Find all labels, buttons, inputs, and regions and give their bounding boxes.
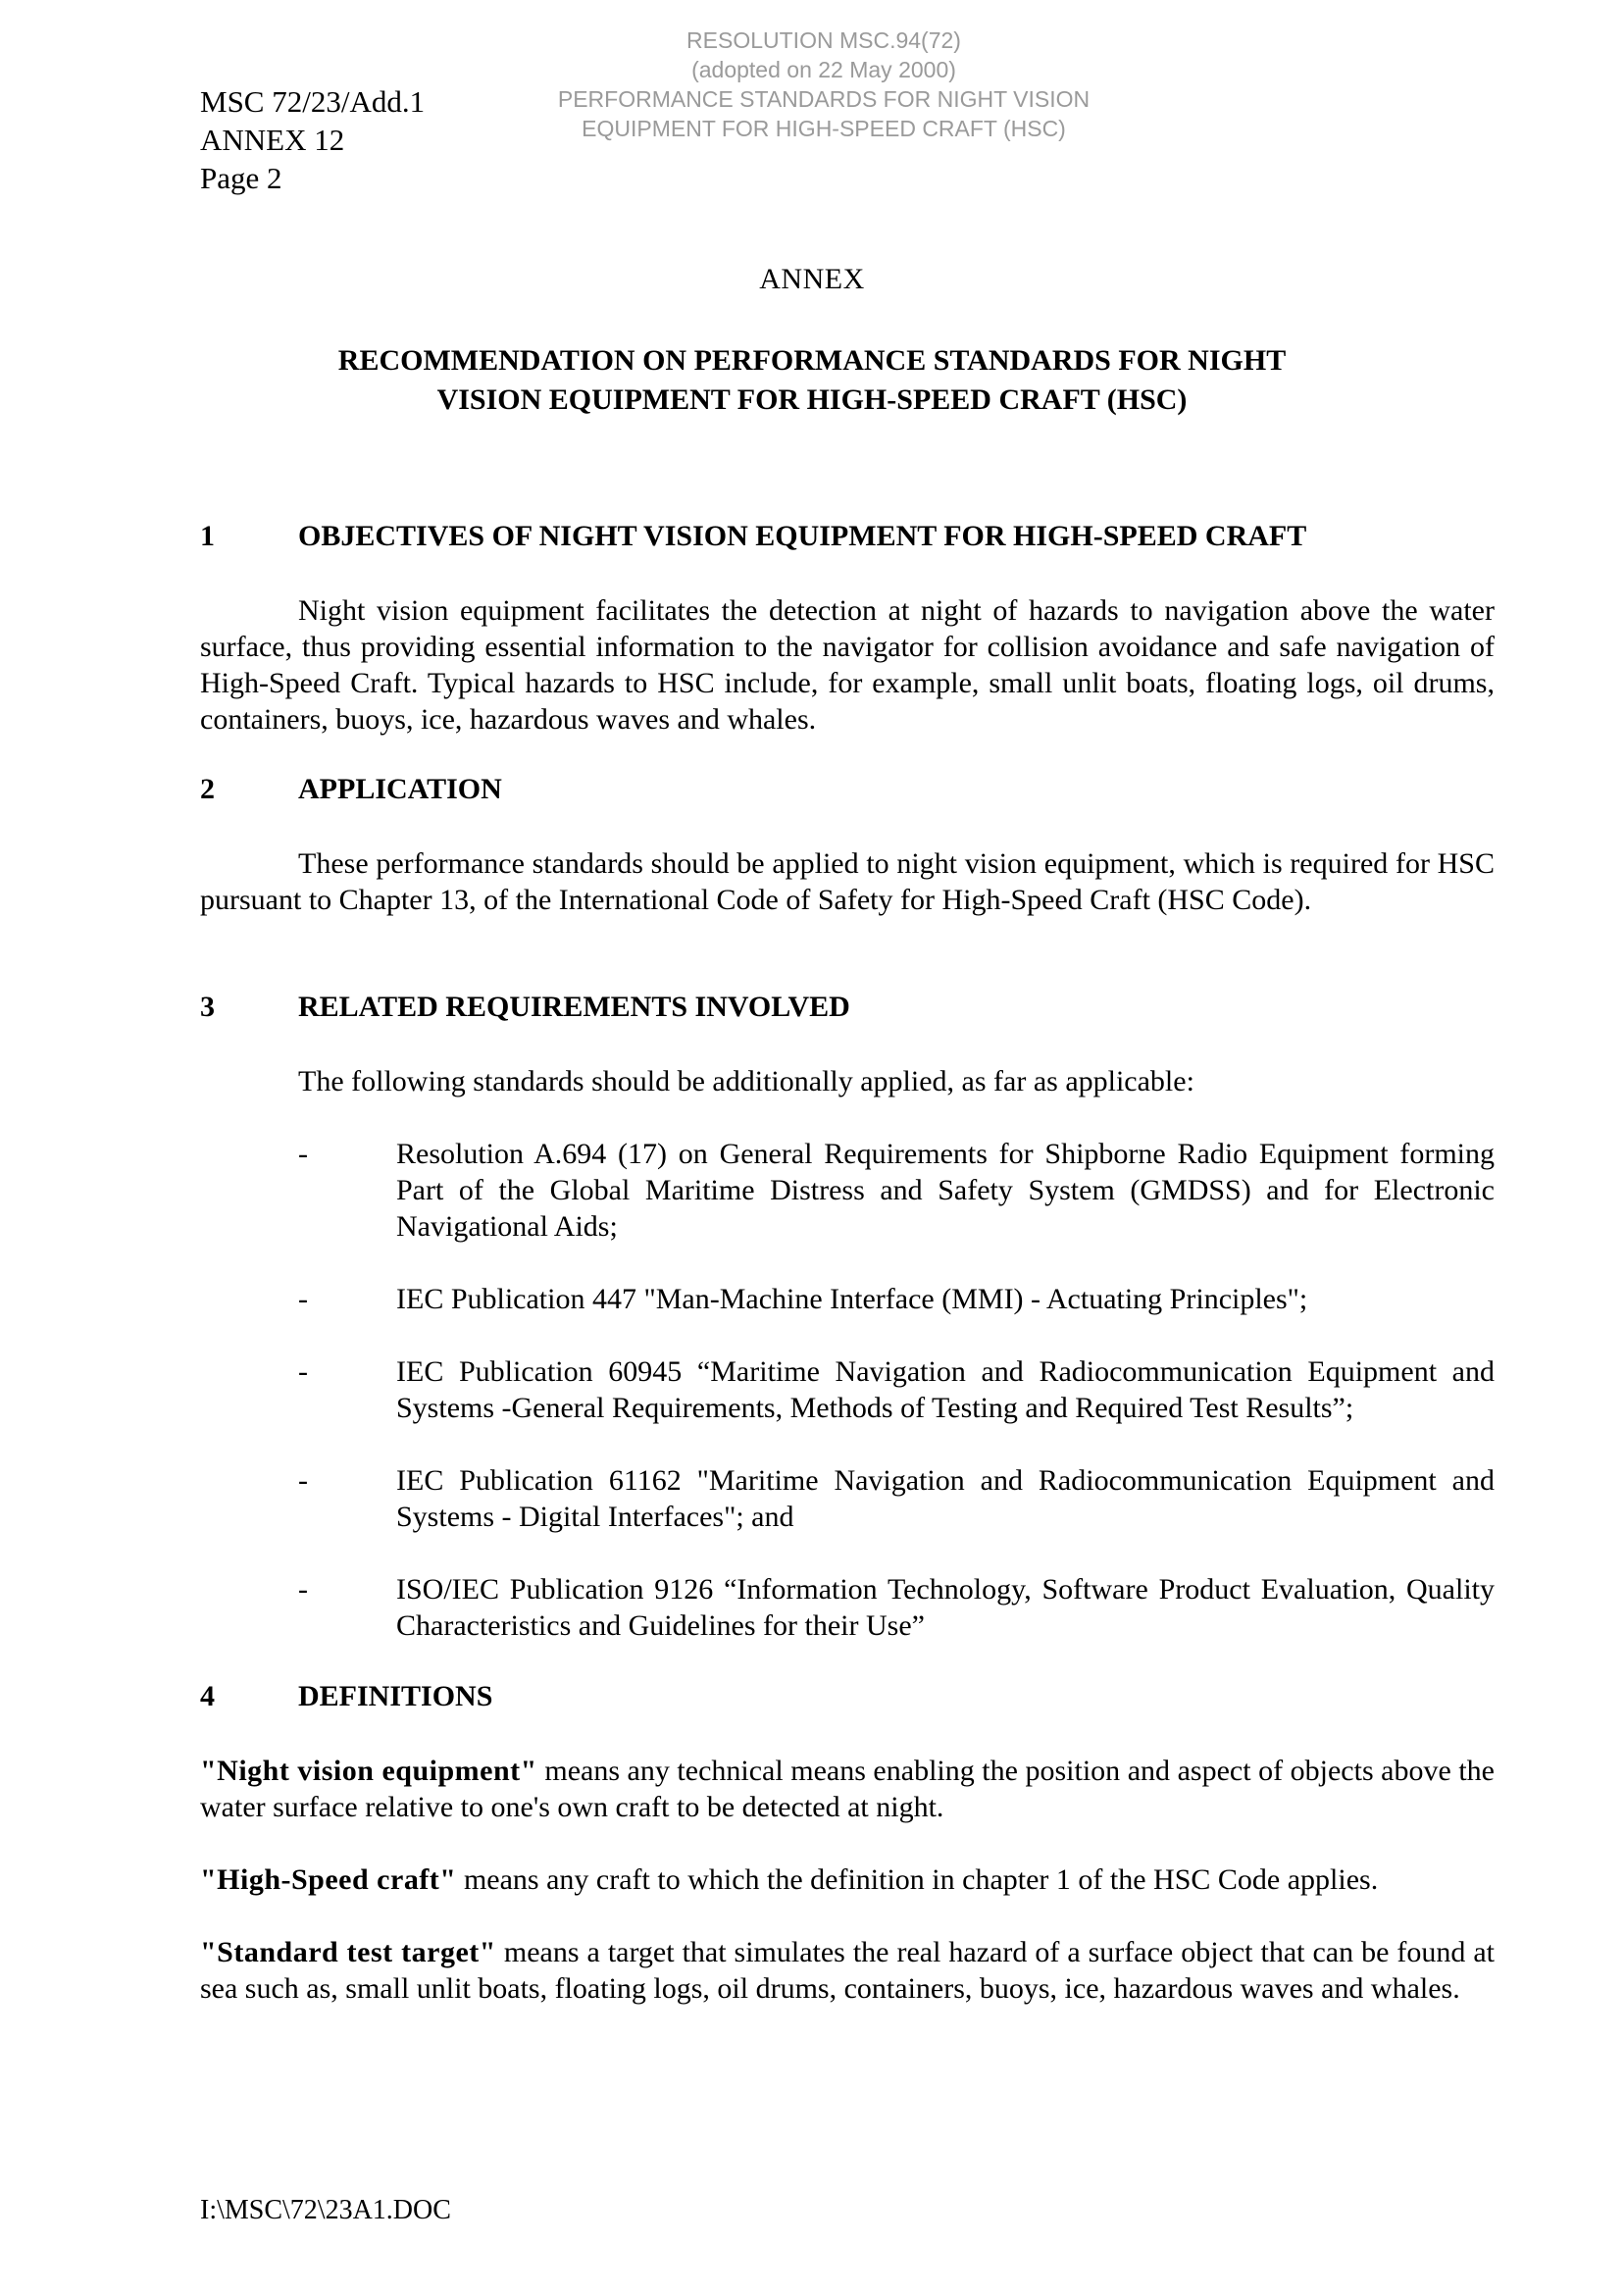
section-2-body: These performance standards should be applied to night vision equipment, which is required for HSC pursuant to Chapter 13, of the International Code of Safety for High-Speed Craft (HSC Code). (200, 847, 1495, 916)
list-dash: - (298, 1355, 308, 1388)
section-2-title: APPLICATION (298, 773, 502, 805)
list-dash: - (298, 1283, 308, 1315)
definition-standard-test-target (200, 1934, 1495, 2007)
section-1-heading (200, 520, 1306, 553)
definition-text: means any technical means enabling the position and aspect of objects above the water surface relative to one's own craft to be detected at night. (200, 1755, 1496, 1823)
file-path-footer: I:\MSC\72\23A1.DOC (200, 2195, 451, 2225)
adoption-date: (adopted on 22 May 2000) (691, 57, 956, 82)
definition-term: "Standard test target" (200, 1936, 496, 1968)
document-symbol: MSC 72/23/Add.1 (200, 84, 426, 119)
list-item-text: IEC Publication 61162 "Maritime Navigation and Radiocommunication Equipment and Systems - Digital Interfaces"; and (396, 1464, 1495, 1533)
definition-term: "Night vision equipment" (200, 1755, 537, 1787)
definition-text: means any craft to which the definition in chapter 1 of the HSC Code applies. (456, 1863, 1379, 1896)
section-2-heading (200, 773, 502, 806)
page-title-line-1: RECOMMENDATION ON PERFORMANCE STANDARDS FOR NIGHT (337, 344, 1287, 377)
resolution-title-line-2: EQUIPMENT FOR HIGH-SPEED CRAFT (HSC) (582, 116, 1066, 141)
list-item (298, 1136, 1495, 1245)
annex-number: ANNEX 12 (200, 123, 345, 157)
page-number: Page 2 (200, 161, 282, 195)
page-title (0, 341, 1624, 420)
definition-term: "High-Speed craft" (200, 1863, 457, 1896)
list-item-text: ISO/IEC Publication 9126 “Information Technology, Software Product Evaluation, Quality Characteristics and Guidelines for their Use” (396, 1573, 1495, 1642)
list-item (298, 1571, 1495, 1644)
document-reference (200, 82, 425, 197)
list-item (298, 1281, 1495, 1317)
list-item-text: IEC Publication 60945 “Maritime Navigation and Radiocommunication Equipment and Systems -General Requirements, Methods of Testing and Required Test Results”; (396, 1355, 1495, 1424)
section-1-body: Night vision equipment facilitates the detection at night of hazards to navigation above the water surface, thus providing essential information to the navigator for collision avoidance and safe navigation of High-Speed Craft. Typical hazards to HSC include, for example, small unlit boats, floating logs, oil drums, containers, buoys, ice, hazardous waves and whales. (200, 594, 1495, 736)
list-dash: - (298, 1573, 308, 1606)
section-4-number: 4 (200, 1680, 215, 1712)
definition-text: means a target that simulates the real hazard of a surface object that can be found at sea such as, small unlit boats, floating logs, oil drums, containers, buoys, ice, hazardous waves and whales. (200, 1936, 1496, 2005)
list-dash: - (298, 1138, 308, 1170)
list-dash: - (298, 1464, 308, 1497)
section-1-title: OBJECTIVES OF NIGHT VISION EQUIPMENT FOR HIGH-SPEED CRAFT (298, 520, 1307, 552)
list-item (298, 1353, 1495, 1426)
section-3-heading (200, 991, 850, 1024)
section-4-title: DEFINITIONS (298, 1680, 493, 1712)
definition-night-vision-equipment (200, 1753, 1495, 1825)
section-3-intro: The following standards should be additionally applied, as far as applicable: (298, 1065, 1194, 1097)
resolution-number: RESOLUTION MSC.94(72) (686, 27, 961, 53)
section-1-number: 1 (200, 520, 215, 552)
section-3-number: 3 (200, 991, 215, 1023)
section-3-title: RELATED REQUIREMENTS INVOLVED (298, 991, 850, 1023)
resolution-title-line-1: PERFORMANCE STANDARDS FOR NIGHT VISION (557, 86, 1091, 112)
page-title-line-2: VISION EQUIPMENT FOR HIGH-SPEED CRAFT (HSC) (436, 383, 1188, 416)
annex-label: ANNEX (759, 263, 865, 295)
definition-high-speed-craft (200, 1861, 1495, 1898)
section-2-number: 2 (200, 773, 215, 805)
list-item-text: Resolution A.694 (17) on General Requirements for Shipborne Radio Equipment forming Part of the Global Maritime Distress and Safety System (GMDSS) and for Electronic Navigational Aids; (396, 1138, 1495, 1243)
resolution-header (471, 25, 1177, 143)
list-item (298, 1462, 1495, 1535)
section-4-heading (200, 1680, 492, 1713)
list-item-text: IEC Publication 447 "Man-Machine Interface (MMI) - Actuating Principles"; (396, 1283, 1308, 1315)
